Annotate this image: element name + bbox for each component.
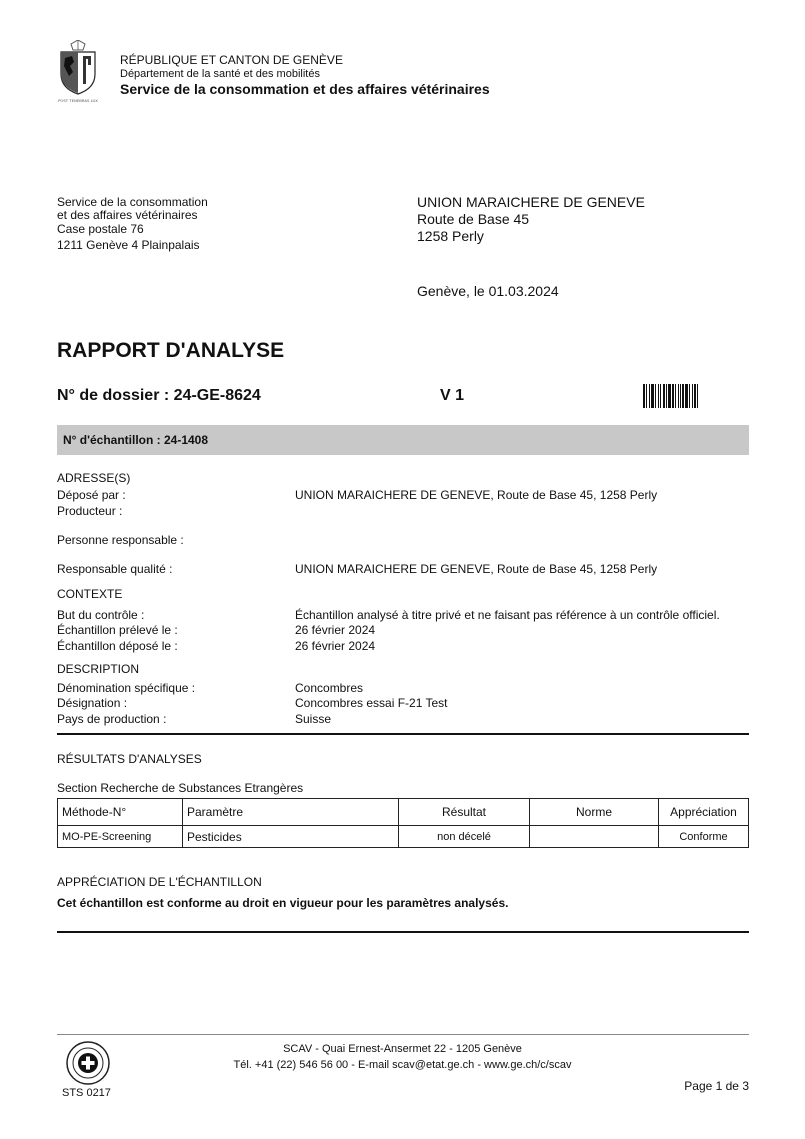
column-header-norme: Norme <box>530 799 659 826</box>
column-header-appreciation: Appréciation <box>659 799 749 826</box>
depose-date-value: 26 février 2024 <box>295 639 376 653</box>
depose-label: Déposé par : <box>57 488 126 502</box>
designation-label: Désignation : <box>57 696 128 710</box>
but-value: Échantillon analysé à titre privé et ne faisant pas référence à un contrôle officiel. <box>295 608 720 622</box>
header-department: Département de la santé et des mobilités <box>120 68 320 80</box>
header-service: Service de la consommation et des affaires vétérinaires <box>120 81 490 97</box>
pays-label: Pays de production : <box>57 712 167 726</box>
accreditation-number: STS 0217 <box>62 1087 111 1099</box>
column-header-parametre: Paramètre <box>183 799 399 826</box>
sender-line-4: 1211 Genève 4 Plainpalais <box>57 238 200 252</box>
qualite-label: Responsable qualité : <box>57 562 173 576</box>
column-header-methode: Méthode-N° <box>58 799 183 826</box>
results-section: Section Recherche de Substances Etrangères <box>57 781 304 795</box>
barcode-icon <box>643 384 738 408</box>
footer-divider <box>57 1034 749 1035</box>
appreciation-text: Cet échantillon est conforme au droit en vigueur pour les paramètres analysés. <box>57 896 509 910</box>
personne-label: Personne responsable : <box>57 533 184 547</box>
depose-date-label: Échantillon déposé le : <box>57 639 178 653</box>
geneva-coat-of-arms-icon <box>57 40 99 106</box>
designation-value: Concombres essai F-21 Test <box>295 696 448 710</box>
recipient-city: 1258 Perly <box>417 228 484 244</box>
sample-bar <box>57 425 749 455</box>
sample-number: N° d'échantillon : 24-1408 <box>63 433 209 447</box>
divider <box>57 931 749 933</box>
svg-text:POST TENEBRAS LUX: POST TENEBRAS LUX <box>58 98 98 103</box>
denomination-label: Dénomination spécifique : <box>57 681 196 695</box>
description-heading: DESCRIPTION <box>57 662 140 676</box>
sender-line-1: Service de la consommation <box>57 195 208 209</box>
results-heading: RÉSULTATS D'ANALYSES <box>57 752 202 766</box>
context-heading: CONTEXTE <box>57 587 123 601</box>
depose-value: UNION MARAICHERE DE GENEVE, Route de Base 45, 1258 Perly <box>295 488 658 502</box>
date-line: Genève, le 01.03.2024 <box>417 283 559 299</box>
column-header-resultat: Résultat <box>399 799 530 826</box>
table-row <box>58 826 749 848</box>
cell-methode: MO-PE-Screening <box>58 826 183 848</box>
appreciation-heading: APPRÉCIATION DE L'ÉCHANTILLON <box>57 875 262 889</box>
results-header-row <box>58 799 749 826</box>
pays-value: Suisse <box>295 712 332 726</box>
report-title: RAPPORT D'ANALYSE <box>57 339 285 362</box>
cell-appreciation: Conforme <box>659 826 749 848</box>
producteur-label: Producteur : <box>57 504 123 518</box>
but-label: But du contrôle : <box>57 608 145 622</box>
addresses-heading: ADRESSE(S) <box>57 471 131 485</box>
cell-norme <box>530 826 659 848</box>
recipient-street: Route de Base 45 <box>417 211 530 227</box>
footer-contact: Tél. +41 (22) 546 56 00 - E-mail scav@etat.ge.ch - www.ge.ch/c/scav <box>233 1059 572 1071</box>
sender-line-2: et des affaires vétérinaires <box>57 208 198 222</box>
version-label: V 1 <box>440 387 465 404</box>
dossier-number: N° de dossier : 24-GE-8624 <box>57 387 261 404</box>
sender-line-3: Case postale 76 <box>57 222 144 236</box>
divider <box>57 733 749 735</box>
denomination-value: Concombres <box>295 681 364 695</box>
cell-parametre: Pesticides <box>183 826 399 848</box>
header-republic: RÉPUBLIQUE ET CANTON DE GENÈVE <box>120 53 343 67</box>
qualite-value: UNION MARAICHERE DE GENEVE, Route de Base 45, 1258 Perly <box>295 562 658 576</box>
results-table <box>57 798 749 848</box>
preleve-value: 26 février 2024 <box>295 623 376 637</box>
preleve-label: Échantillon prélevé le : <box>57 623 178 637</box>
page-number: Page 1 de 3 <box>684 1079 749 1093</box>
cell-resultat: non décelé <box>399 826 530 848</box>
footer-address: SCAV - Quai Ernest-Ansermet 22 - 1205 Genève <box>283 1043 522 1055</box>
recipient-name: UNION MARAICHERE DE GENEVE <box>417 194 645 210</box>
